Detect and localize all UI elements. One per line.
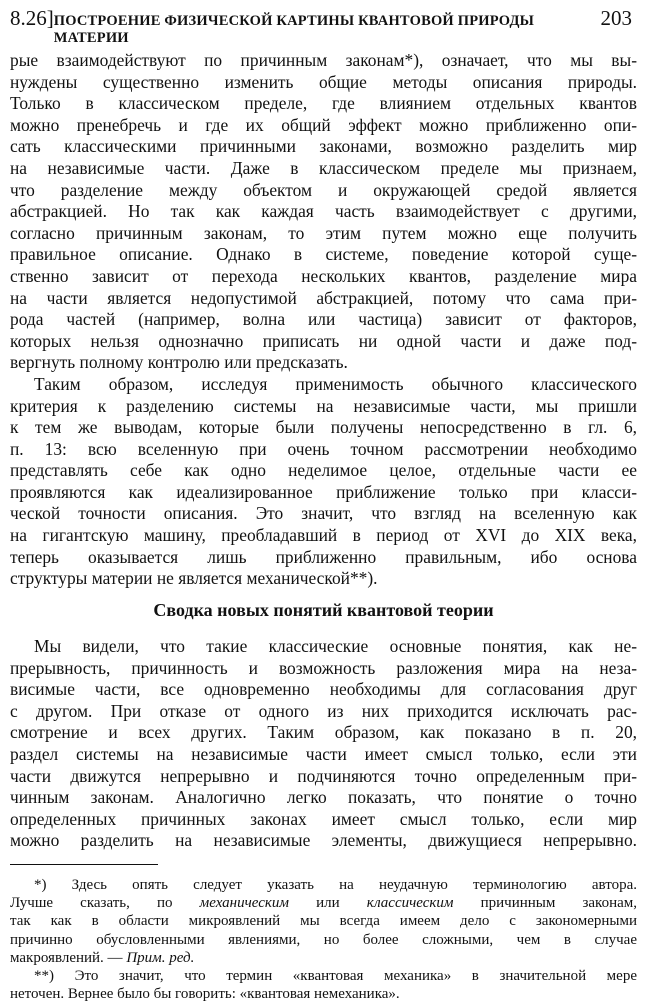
text-line: правильное описание. Однако в системе, поведение которой суще- bbox=[10, 244, 637, 265]
main-text bbox=[10, 50, 637, 590]
footnote-text: макроявлений. — bbox=[10, 949, 127, 966]
text-line: представлять себе как одно неделимое целое, отдельные части ее bbox=[10, 460, 637, 481]
text-line: вергнуть полному контролю или предсказать. bbox=[10, 352, 348, 373]
text-line: определенных причинных законах имеет смысл только, если мир bbox=[10, 808, 637, 829]
text-line: Только в классическом пределе, где влиянием отдельных квантов bbox=[10, 93, 637, 114]
text-line: можно пренебречь и где их общий эффект можно приближенно опи- bbox=[10, 114, 637, 135]
footnote-divider bbox=[10, 864, 158, 865]
footnote-line: **) Это значит, что термин «квантовая механика» в значительной мере bbox=[34, 967, 637, 984]
footnote-line: неточен. Вернее было бы говорить: «квантовая немеханика». bbox=[10, 986, 400, 1003]
text-line: висимые части, все одновременно необходимы для согласования друг bbox=[10, 679, 637, 700]
text-line: части движутся непрерывно и подчиняются точно определенным при- bbox=[10, 765, 637, 786]
text-line: которых нельзя однозначно приписать ни одной части и даже под- bbox=[10, 330, 637, 351]
footnote-text: причинным законам, bbox=[453, 895, 637, 912]
text-line: ственно зависит от перехода нескольких квантов, разделение мира bbox=[10, 265, 637, 286]
paragraph bbox=[10, 636, 637, 852]
footnote-emphasis: механическим bbox=[199, 895, 289, 912]
footnotes bbox=[10, 876, 637, 1003]
footnote-text: или bbox=[288, 895, 367, 912]
footnote-line: причинно обусловленными явлениями, но более сложными, чем в случае bbox=[10, 931, 637, 948]
text-line: раздел системы на независимые части имеет смысл только, если эти bbox=[10, 743, 637, 764]
footnote-line: так как в области микроявлений мы всегда имеем дело с закономерными bbox=[10, 913, 637, 930]
running-title: ПОСТРОЕНИЕ ФИЗИЧЕСКОЙ КАРТИНЫ КВАНТОВОЙ ПРИРОДЫ МАТЕРИИ bbox=[53, 13, 535, 46]
text-line: можно разделить на независимые элементы, движущиеся непрерывно. bbox=[10, 830, 637, 851]
footnote-emphasis: Прим. ред. bbox=[126, 949, 195, 966]
text-line: абстракцией. Но так как каждая часть взаимодействует с другими, bbox=[10, 201, 637, 222]
paragraph bbox=[10, 50, 637, 374]
text-line: теперь оказывается лишь приближенно правильным, ибо основа bbox=[10, 546, 637, 567]
text-line: ческой точности описания. Это значит, что взгляд на вселенную как bbox=[10, 503, 637, 524]
paragraph bbox=[10, 374, 637, 590]
footnote-text: Лучше сказать, по bbox=[10, 895, 200, 912]
text-line: проявляются как идеализированное приближение только при класси- bbox=[10, 481, 637, 502]
text-line: что разделение между объектом и окружающей средой является bbox=[10, 179, 637, 200]
text-line: согласно причинным законам, то этим путем можно еще получить bbox=[10, 222, 637, 243]
text-line: на части является недопустимой абстракцией, потому что сама при- bbox=[10, 287, 637, 308]
text-line: критерия к разделению системы на независимые части, мы пришли bbox=[10, 395, 637, 416]
footnote-line: *) Здесь опять следует указать на неудачную терминологию автора. bbox=[34, 877, 637, 893]
main-text-continued bbox=[10, 636, 637, 852]
text-line: чинным законам. Аналогично легко показать, что понятие о точно bbox=[10, 787, 637, 808]
footnote-emphasis: классическим bbox=[366, 895, 454, 912]
text-line: смотрение и всех других. Таким образом, как показано в п. 20, bbox=[10, 722, 637, 743]
page-number: 203 bbox=[600, 6, 632, 30]
text-line: прерывность, причинность и возможность разложения мира на неза- bbox=[10, 657, 637, 678]
text-line: п. 13: всю вселенную при очень точном рассмотрении необходимо bbox=[10, 438, 637, 459]
text-line: рые взаимодействуют по причинным законам*), означает, что мы вы- bbox=[10, 50, 637, 70]
running-header bbox=[10, 6, 632, 46]
footnote-line bbox=[10, 894, 637, 912]
text-line: рода частей (например, волна или частица) зависит от факторов, bbox=[10, 309, 637, 330]
text-line: с другом. При отказе от одного из них приходится исключать рас- bbox=[10, 700, 637, 721]
text-line: структуры материи не является механической**). bbox=[10, 568, 378, 589]
section-heading: Сводка новых понятий квантовой теории bbox=[153, 600, 494, 620]
text-line: Мы видели, что такие классические основные понятия, как не- bbox=[34, 636, 637, 656]
text-line: к тем же выводам, которые были получены непосредственно в гл. 6, bbox=[10, 417, 637, 438]
footnote-line bbox=[10, 949, 637, 967]
section-number: 8.26] bbox=[10, 6, 54, 30]
text-line: на гигантскую машину, преобладавший в период от XVI до XIX века, bbox=[10, 525, 637, 546]
text-line: Таким образом, исследуя применимость обычного классического bbox=[34, 373, 637, 394]
text-line: сать классическими причинными законами, возможно разделить мир bbox=[10, 136, 637, 157]
text-line: нуждены существенно изменить общие методы описания природы. bbox=[10, 71, 637, 92]
text-line: на независимые части. Даже в классическом пределе мы признаем, bbox=[10, 157, 637, 178]
